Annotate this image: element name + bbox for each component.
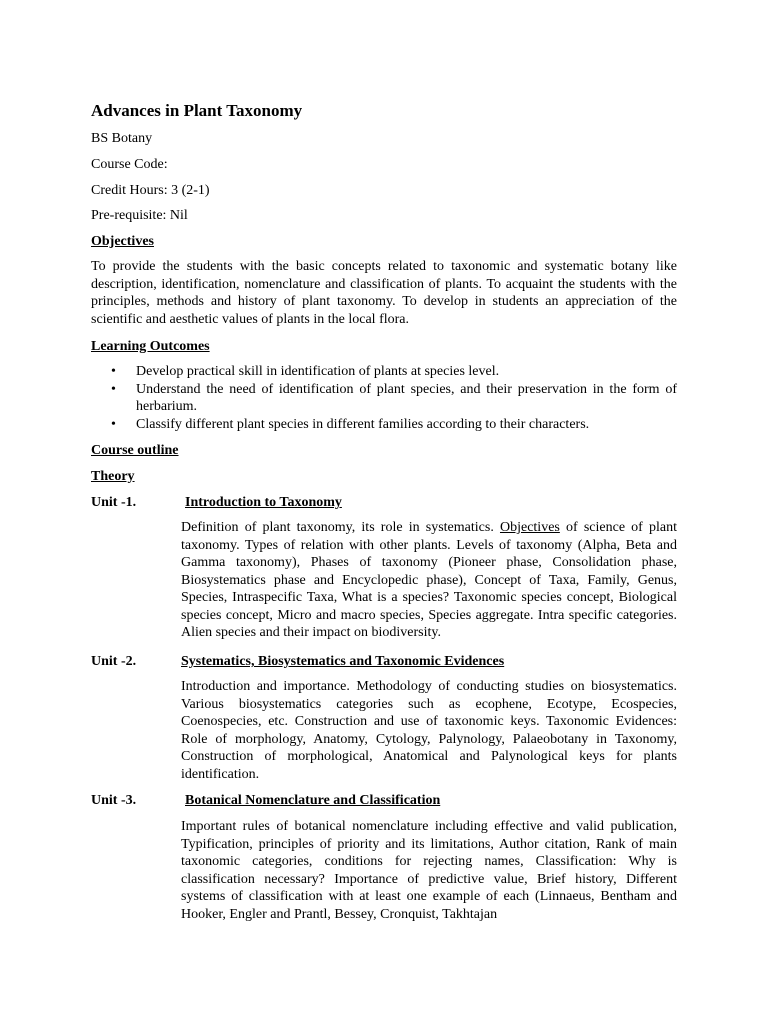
unit-1-label: Unit -1. (91, 495, 137, 510)
learning-outcomes-list (91, 363, 677, 433)
credit-hours-line: Credit Hours: 3 (2-1) (91, 183, 210, 198)
bullet-icon: • (111, 416, 116, 432)
bullet-icon: • (111, 381, 116, 397)
list-item: • Develop practical skill in identification of plants at species level. (111, 364, 500, 379)
list-item: • Classify different plant species in different families according to their characters. (111, 416, 590, 432)
program-line: BS Botany (91, 131, 153, 146)
objectives-text: To provide the students with the basic concepts related to taxonomic and systematic botany like description, identification, nomenclature and classification of plants. To acquaint the students with the principles, methods and history of plant taxonomy. To develop in students an appreciation of the scientific and aesthetic values of plants in the local flora. (91, 259, 677, 327)
unit-2-title: Systematics, Biosystematics and Taxonomic Evidences (181, 654, 505, 669)
unit-2-body: Introduction and importance. Methodology of conducting studies on biosystematics. Various biosystematics categories such as ecophene, Ecotype, Ecospecies, Coenospecies, etc. Construction and use of taxonomic keys. Taxonomic Evidences: Role of morphology, Anatomy, Cytology, Palynology, Palaeobotany in Taxonomy, Construction of morphological, Anatomical and Palynological keys for plants identification. (181, 679, 677, 782)
bullet-icon: • (111, 364, 116, 379)
unit-1-body: Definition of plant taxonomy, its role in systematics. Objectives of science of plant taxonomy. Types of relation with other plants. Levels of taxonomy (Alpha, Beta and Gamma taxonomy), Phases of taxonomy (Pioneer phase, Consolidation phase, Biosystematics phase and Encyclopedic phase), Concept of Taxa, Family, Genus, Species, Intraspecific Taxa, What is a species? Taxonomic species concept, Biological species concept, Micro and macro species, Species aggregate. Intra specific categories. Alien species and their impact on biodiversity. (181, 520, 678, 640)
course-code-line: Course Code: (91, 157, 168, 172)
learning-outcomes-heading: Learning Outcomes (91, 339, 210, 354)
objectives-heading: Objectives (91, 234, 154, 249)
objectives-link: Objectives (499, 520, 560, 535)
unit-3-label: Unit -3. (91, 793, 137, 808)
document-title: Advances in Plant Taxonomy (91, 101, 303, 120)
theory-heading: Theory (91, 469, 135, 484)
list-item: • Understand the need of identification of plant species, and their preservation in the form of herbarium. (111, 381, 677, 414)
course-outline-heading: Course outline (91, 443, 179, 458)
unit-2-label: Unit -2. (91, 654, 137, 669)
unit-3-body: Important rules of botanical nomenclature including effective and valid publication, Typification, principles of priority and its limitations, Author citation, Rank of main taxonomic categories, conditions for rejecting names, Classification: Why is classification necessary? Importance of predictive value, Brief history, Different systems of classification with at least one example of each (Linnaeus, Bentham and Hooker, Engler and Prantl, Bessey, Cronquist, Takhtajan (181, 819, 677, 922)
prerequisite-line: Pre-requisite: Nil (91, 208, 188, 223)
unit-3-title: Botanical Nomenclature and Classification (185, 793, 441, 808)
unit-1-title: Introduction to Taxonomy (185, 495, 342, 510)
